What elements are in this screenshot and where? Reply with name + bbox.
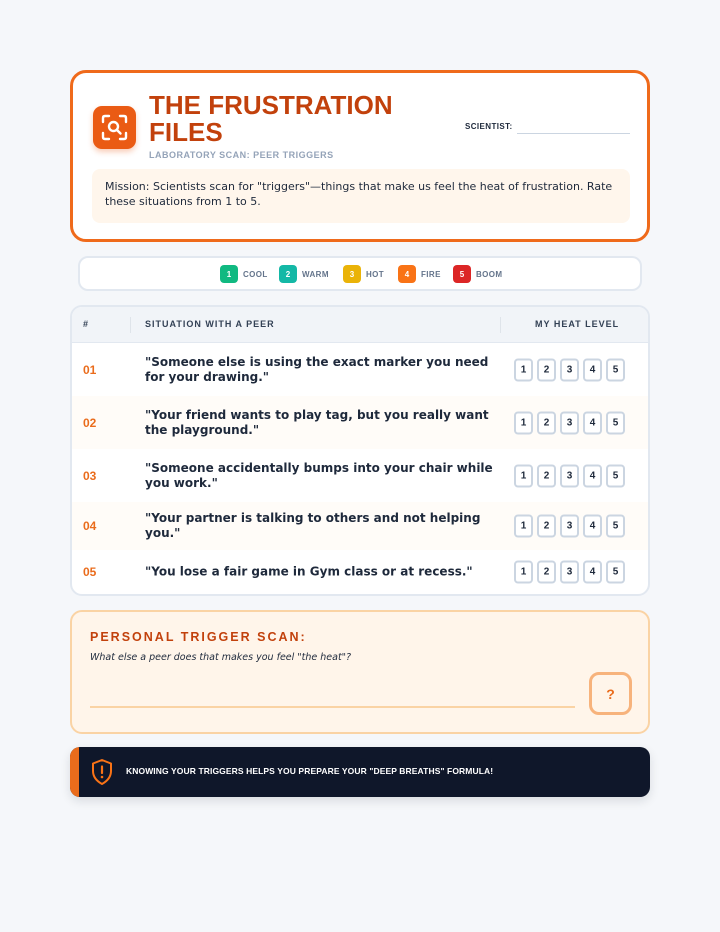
situation-text: "Someone accidentally bumps into your chair while you work.": [145, 460, 493, 490]
magnifier-scan-icon: [93, 106, 136, 149]
rating-option[interactable]: 3: [560, 561, 579, 584]
legend-badge: 5: [453, 265, 471, 283]
legend-label: FIRE: [421, 269, 441, 279]
rating-option[interactable]: 1: [514, 411, 533, 434]
legend-label: COOL: [243, 269, 268, 279]
column-divider: [500, 317, 501, 333]
table-row: [72, 343, 648, 396]
rating-option[interactable]: 4: [583, 358, 602, 381]
scientist-label: SCIENTIST:: [465, 122, 513, 131]
rating-option[interactable]: 3: [560, 464, 579, 487]
situation-text: "You lose a fair game in Gym class or at recess.": [145, 564, 473, 579]
legend-badge: 4: [398, 265, 416, 283]
legend-label: HOT: [366, 269, 385, 279]
tip-banner: [70, 747, 650, 797]
header-card: [70, 70, 650, 242]
rating-option[interactable]: 5: [606, 464, 625, 487]
legend-badge: 3: [343, 265, 361, 283]
legend-badge: 2: [279, 265, 297, 283]
row-number: 02: [83, 415, 97, 430]
heat-rating: [514, 411, 625, 434]
rating-option[interactable]: 1: [514, 464, 533, 487]
rating-option[interactable]: 5: [606, 515, 625, 538]
heat-rating: [514, 464, 625, 487]
question-button[interactable]: ?: [589, 672, 632, 715]
rating-option[interactable]: 1: [514, 515, 533, 538]
scientist-name-field[interactable]: [517, 133, 630, 134]
legend-label: BOOM: [476, 269, 503, 279]
rating-option[interactable]: 5: [606, 561, 625, 584]
heat-rating: [514, 358, 625, 381]
rating-option[interactable]: 2: [537, 464, 556, 487]
rating-option[interactable]: 4: [583, 561, 602, 584]
col-header-situation: SITUATION WITH A PEER: [145, 319, 275, 329]
legend-item-fire: [398, 265, 441, 283]
row-number: 04: [83, 519, 97, 533]
scan-title: PERSONAL TRIGGER SCAN:: [90, 630, 307, 644]
shield-alert-icon: [90, 758, 114, 786]
table-row: [72, 502, 648, 550]
table-row: [72, 396, 648, 449]
scan-prompt: What else a peer does that makes you feel "the heat"?: [90, 652, 352, 663]
heat-rating: [514, 561, 625, 584]
page-subtitle: LABORATORY SCAN: PEER TRIGGERS: [149, 150, 334, 160]
page-title: THE FRUSTRATION FILES: [149, 90, 393, 147]
col-header-heat: MY HEAT LEVEL: [535, 319, 620, 329]
mission-text: Mission: Scientists scan for "triggers"—things that make us feel the heat of frustration. Rate these situations from 1 to 5.: [92, 169, 630, 223]
rating-option[interactable]: 2: [537, 411, 556, 434]
row-number: 03: [83, 468, 97, 483]
rating-option[interactable]: 5: [606, 411, 625, 434]
personal-trigger-scan: [70, 610, 650, 734]
banner-accent-stripe: [70, 747, 79, 797]
legend-item-warm: [279, 265, 329, 283]
rating-option[interactable]: 4: [583, 464, 602, 487]
legend-item-boom: [453, 265, 503, 283]
trigger-answer-field[interactable]: [90, 706, 575, 708]
legend-badge: 1: [220, 265, 238, 283]
rating-option[interactable]: 1: [514, 358, 533, 381]
col-header-number: #: [83, 319, 90, 329]
situation-text: "Your partner is talking to others and not helping you.": [145, 511, 481, 540]
rating-option[interactable]: 1: [514, 561, 533, 584]
heat-legend: [78, 256, 642, 291]
legend-item-hot: [343, 265, 384, 283]
row-number: 01: [83, 362, 97, 377]
rating-option[interactable]: 3: [560, 515, 579, 538]
situations-table: [70, 305, 650, 596]
rating-option[interactable]: 3: [560, 411, 579, 434]
banner-text: KNOWING YOUR TRIGGERS HELPS YOU PREPARE YOUR "DEEP BREATHS" FORMULA!: [126, 766, 494, 776]
table-row: [72, 550, 648, 594]
rating-option[interactable]: 3: [560, 358, 579, 381]
rating-option[interactable]: 2: [537, 515, 556, 538]
situation-text: "Someone else is using the exact marker you need for your drawing.": [145, 354, 489, 384]
row-number: 05: [83, 565, 97, 579]
rating-option[interactable]: 4: [583, 411, 602, 434]
table-header: [72, 307, 648, 343]
column-divider: [130, 317, 131, 333]
heat-rating: [514, 515, 625, 538]
rating-option[interactable]: 2: [537, 561, 556, 584]
rating-option[interactable]: 4: [583, 515, 602, 538]
situation-text: "Your friend wants to play tag, but you really want the playground.": [145, 407, 489, 437]
rating-option[interactable]: 2: [537, 358, 556, 381]
legend-item-cool: [220, 265, 268, 283]
rating-option[interactable]: 5: [606, 358, 625, 381]
table-row: [72, 449, 648, 502]
legend-label: WARM: [302, 269, 329, 279]
